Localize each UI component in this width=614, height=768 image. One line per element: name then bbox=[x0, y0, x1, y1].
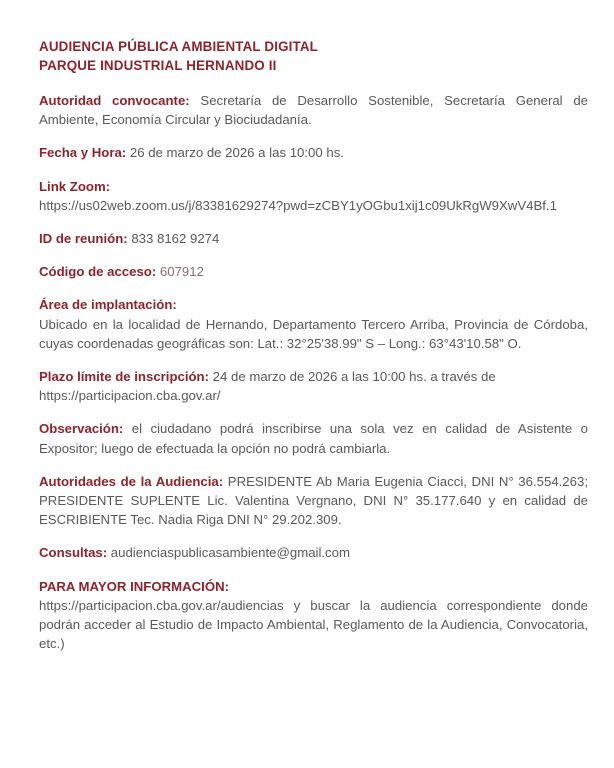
section-observation bbox=[39, 419, 588, 457]
location-label: Área de implantación: bbox=[39, 297, 177, 313]
section-hearing-authorities bbox=[39, 472, 588, 530]
section-access-code bbox=[39, 262, 588, 281]
registration-deadline-value: 24 de marzo de 2026 a las 10:00 hs. a través de bbox=[209, 369, 496, 385]
section-location bbox=[39, 295, 588, 353]
zoom-link-label: Link Zoom: bbox=[39, 178, 111, 194]
location-value: Ubicado en la localidad de Hernando, Departamento Tercero Arriba, Provincia de Córdoba, cuyas coordenadas geográficas son: Lat.: 32°25'38.99" S – Long.: 63°43'10.58" O. bbox=[39, 316, 588, 351]
access-code-value: 607912 bbox=[156, 264, 204, 280]
page-title bbox=[39, 38, 588, 75]
registration-portal-url[interactable]: https://participacion.cba.gov.ar/ bbox=[39, 388, 221, 404]
more-information-value[interactable]: https://participacion.cba.gov.ar/audiencias y buscar la audiencia correspondiente donde podrán acceder al Estudio de Impacto Ambiental, Reglamento de la Audiencia, Convocatoria, etc.) bbox=[39, 597, 588, 652]
section-convening-authority bbox=[39, 91, 588, 129]
observation-value: el ciudadano podrá inscribirse una sola vez en calidad de Asistente o Expositor; luego de efectuada la opción no podrá cambiarla. bbox=[39, 421, 588, 456]
date-time-label: Fecha y Hora: bbox=[39, 145, 127, 161]
hearing-authorities-value: PRESIDENTE Ab Maria Eugenia Ciacci, DNI N° 36.554.263; PRESIDENTE SUPLENTE Lic. Valentina Vergnano, DNI N° 35.177.640 y en calidad de ESCRIBIENTE Tec. Nadia Riga DNI N° 29.202.309. bbox=[39, 473, 588, 528]
more-information-label: PARA MAYOR INFORMACIÓN: bbox=[39, 578, 229, 594]
convening-authority-value: Secretaría de Desarrollo Sostenible, Secretaría General de Ambiente, Economía Circular y Biociudadanía. bbox=[39, 93, 589, 128]
hearing-authorities-label: Autoridades de la Audiencia: bbox=[39, 473, 224, 489]
section-meeting-id bbox=[39, 229, 588, 248]
date-time-value: 26 de marzo de 2026 a las 10:00 hs. bbox=[126, 145, 344, 161]
access-code-label: Código de acceso: bbox=[39, 264, 157, 280]
meeting-id-value: 833 8162 9274 bbox=[127, 231, 220, 247]
section-date-time bbox=[39, 143, 588, 162]
contact-email[interactable]: audienciaspublicasambiente@gmail.com bbox=[107, 545, 350, 561]
convening-authority-label: Autoridad convocante: bbox=[39, 93, 190, 108]
zoom-link-url[interactable]: https://us02web.zoom.us/j/83381629274?pwd=zCBY1yOGbu1xij1c09UkRgW9XwV4Bf.1 bbox=[39, 197, 557, 213]
registration-deadline-label: Plazo límite de inscripción: bbox=[39, 369, 210, 385]
section-contact bbox=[39, 543, 588, 562]
section-registration-deadline bbox=[39, 367, 588, 405]
meeting-id-label: ID de reunión: bbox=[39, 231, 128, 247]
section-more-information bbox=[39, 577, 588, 654]
title-line-primary: AUDIENCIA PÚBLICA AMBIENTAL DIGITAL bbox=[39, 39, 318, 54]
title-line-secondary: PARQUE INDUSTRIAL HERNANDO II bbox=[39, 57, 277, 73]
observation-label: Observación: bbox=[39, 421, 124, 437]
contact-label: Consultas: bbox=[39, 545, 108, 561]
section-zoom-link bbox=[39, 177, 588, 215]
